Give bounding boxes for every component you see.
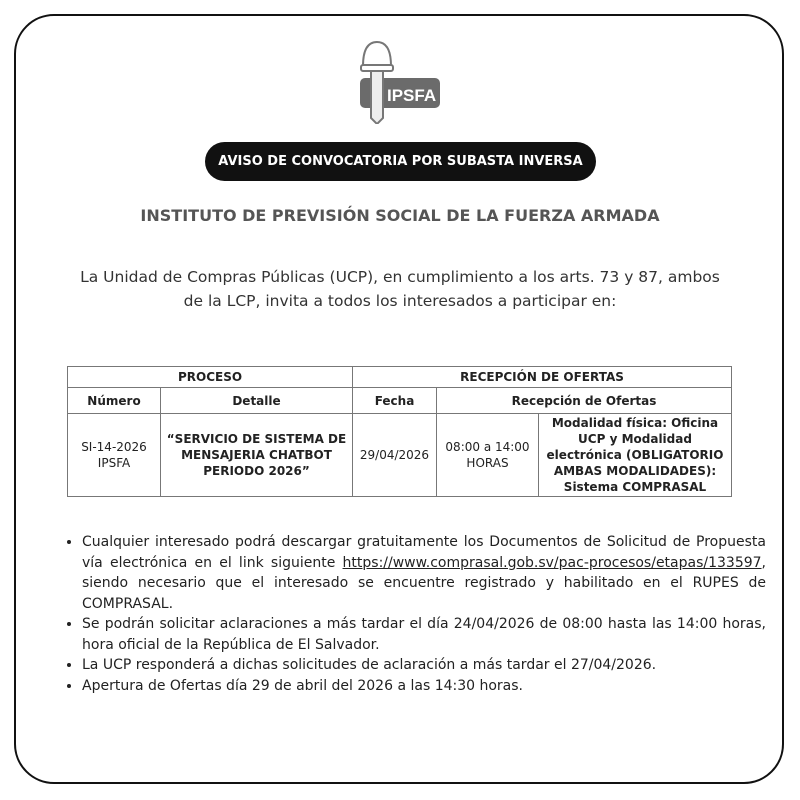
intro-text: La Unidad de Compras Públicas (UCP), en cumplimiento a los arts. 73 y 87, ambos de la LCP, invita a todos los interesados a participar en: [80, 268, 720, 310]
svg-text:IPSFA: IPSFA [387, 86, 437, 105]
cell-modalidad: Modalidad física: Oficina UCP y Modalidad electrónica (OBLIGATORIO AMBAS MODALIDADES): Sistema COMPRASAL [539, 414, 732, 497]
group-header-proceso: PROCESO [68, 367, 353, 388]
process-table [67, 366, 732, 497]
header-fecha: Fecha [353, 388, 437, 414]
cell-detalle: “SERVICIO DE SISTEMA DE MENSAJERIA CHATBOT PERIODO 2026” [161, 414, 353, 497]
bullet-text: , siendo necesario que el interesado se encuentre registrado y habilitado en el RUPES de COMPRASAL. [82, 554, 766, 612]
institution-title: INSTITUTO DE PREVISIÓN SOCIAL DE LA FUERZA ARMADA [140, 206, 660, 225]
cell-fecha: 29/04/2026 [353, 414, 437, 497]
list-item [82, 532, 766, 614]
cell-numero: SI-14-2026 IPSFA [68, 414, 161, 497]
table-row [68, 414, 732, 497]
cell-horario: 08:00 a 14:00 HORAS [437, 414, 539, 497]
conditions-list [62, 532, 766, 696]
comprasal-link[interactable]: https://www.comprasal.gob.sv/pac-procesos/etapas/133597 [342, 554, 762, 571]
list-item: • Apertura de Ofertas día 29 de abril del 2026 a las 14:30 horas. [82, 676, 766, 697]
list-item: • La UCP responderá a dichas solicitudes de aclaración a más tardar el 27/04/2026. [82, 655, 766, 676]
header-recepcion: Recepción de Ofertas [437, 388, 732, 414]
group-header-recepcion: RECEPCIÓN DE OFERTAS [353, 367, 732, 388]
header-detalle: Detalle [161, 388, 353, 414]
ipsfa-logo [355, 38, 445, 124]
header-numero: Número [68, 388, 161, 414]
list-item: • Se podrán solicitar aclaraciones a más tardar el día 24/04/2026 de 08:00 hasta las 14:00 horas, hora oficial de la República de El Salvador. [82, 614, 766, 655]
bullet-text: Cualquier interesado podrá descargar gratuitamente los Documentos de Solicitud de Propuesta vía electrónica en el link siguiente [82, 534, 766, 571]
notice-type-banner: AVISO DE CONVOCATORIA POR SUBASTA INVERSA [205, 142, 596, 181]
